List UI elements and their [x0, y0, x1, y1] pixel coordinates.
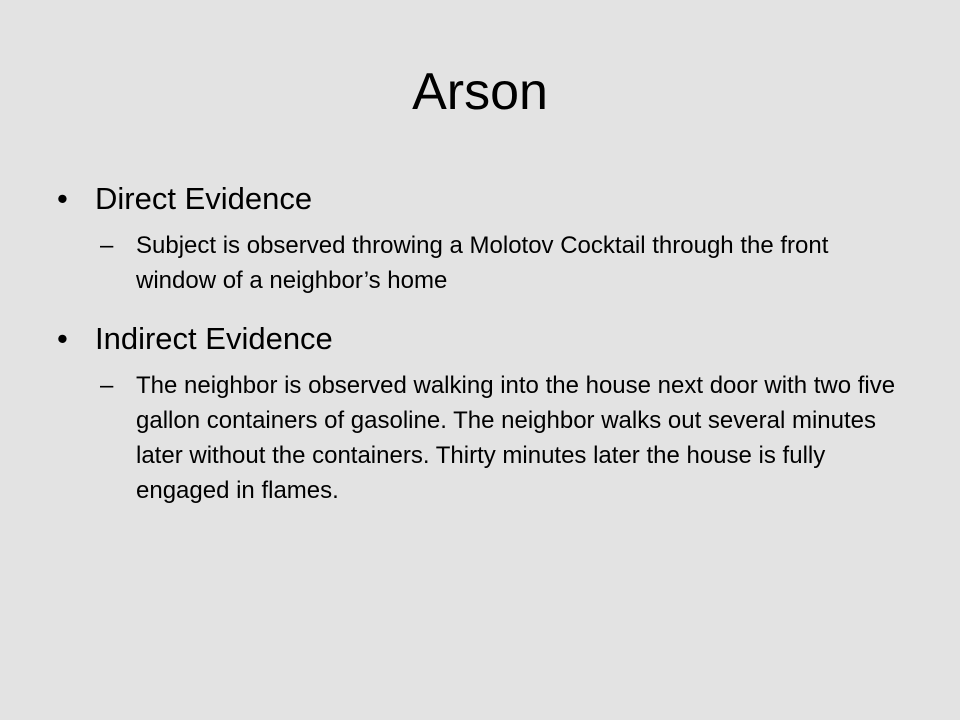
- sub-item-direct-evidence: [100, 228, 900, 298]
- slide-title: Arson: [412, 63, 548, 121]
- dash-icon: –: [100, 372, 114, 399]
- sub-item-indirect-evidence: [100, 368, 900, 508]
- bullet-label: Direct Evidence: [95, 181, 313, 216]
- bullet-icon: •: [57, 181, 68, 216]
- bullet-label: Indirect Evidence: [95, 321, 333, 356]
- dash-icon: –: [100, 232, 114, 259]
- bullet-icon: •: [57, 321, 68, 356]
- sub-item-text: The neighbor is observed walking into the house next door with two five gallon containers of gasoline. The neighbor walks out several minutes later without the containers. Thirty minutes later the house is fully engaged in flames.: [136, 372, 896, 504]
- sub-item-text: Subject is observed throwing a Molotov Cocktail through the front window of a neighbor’s home: [136, 232, 829, 294]
